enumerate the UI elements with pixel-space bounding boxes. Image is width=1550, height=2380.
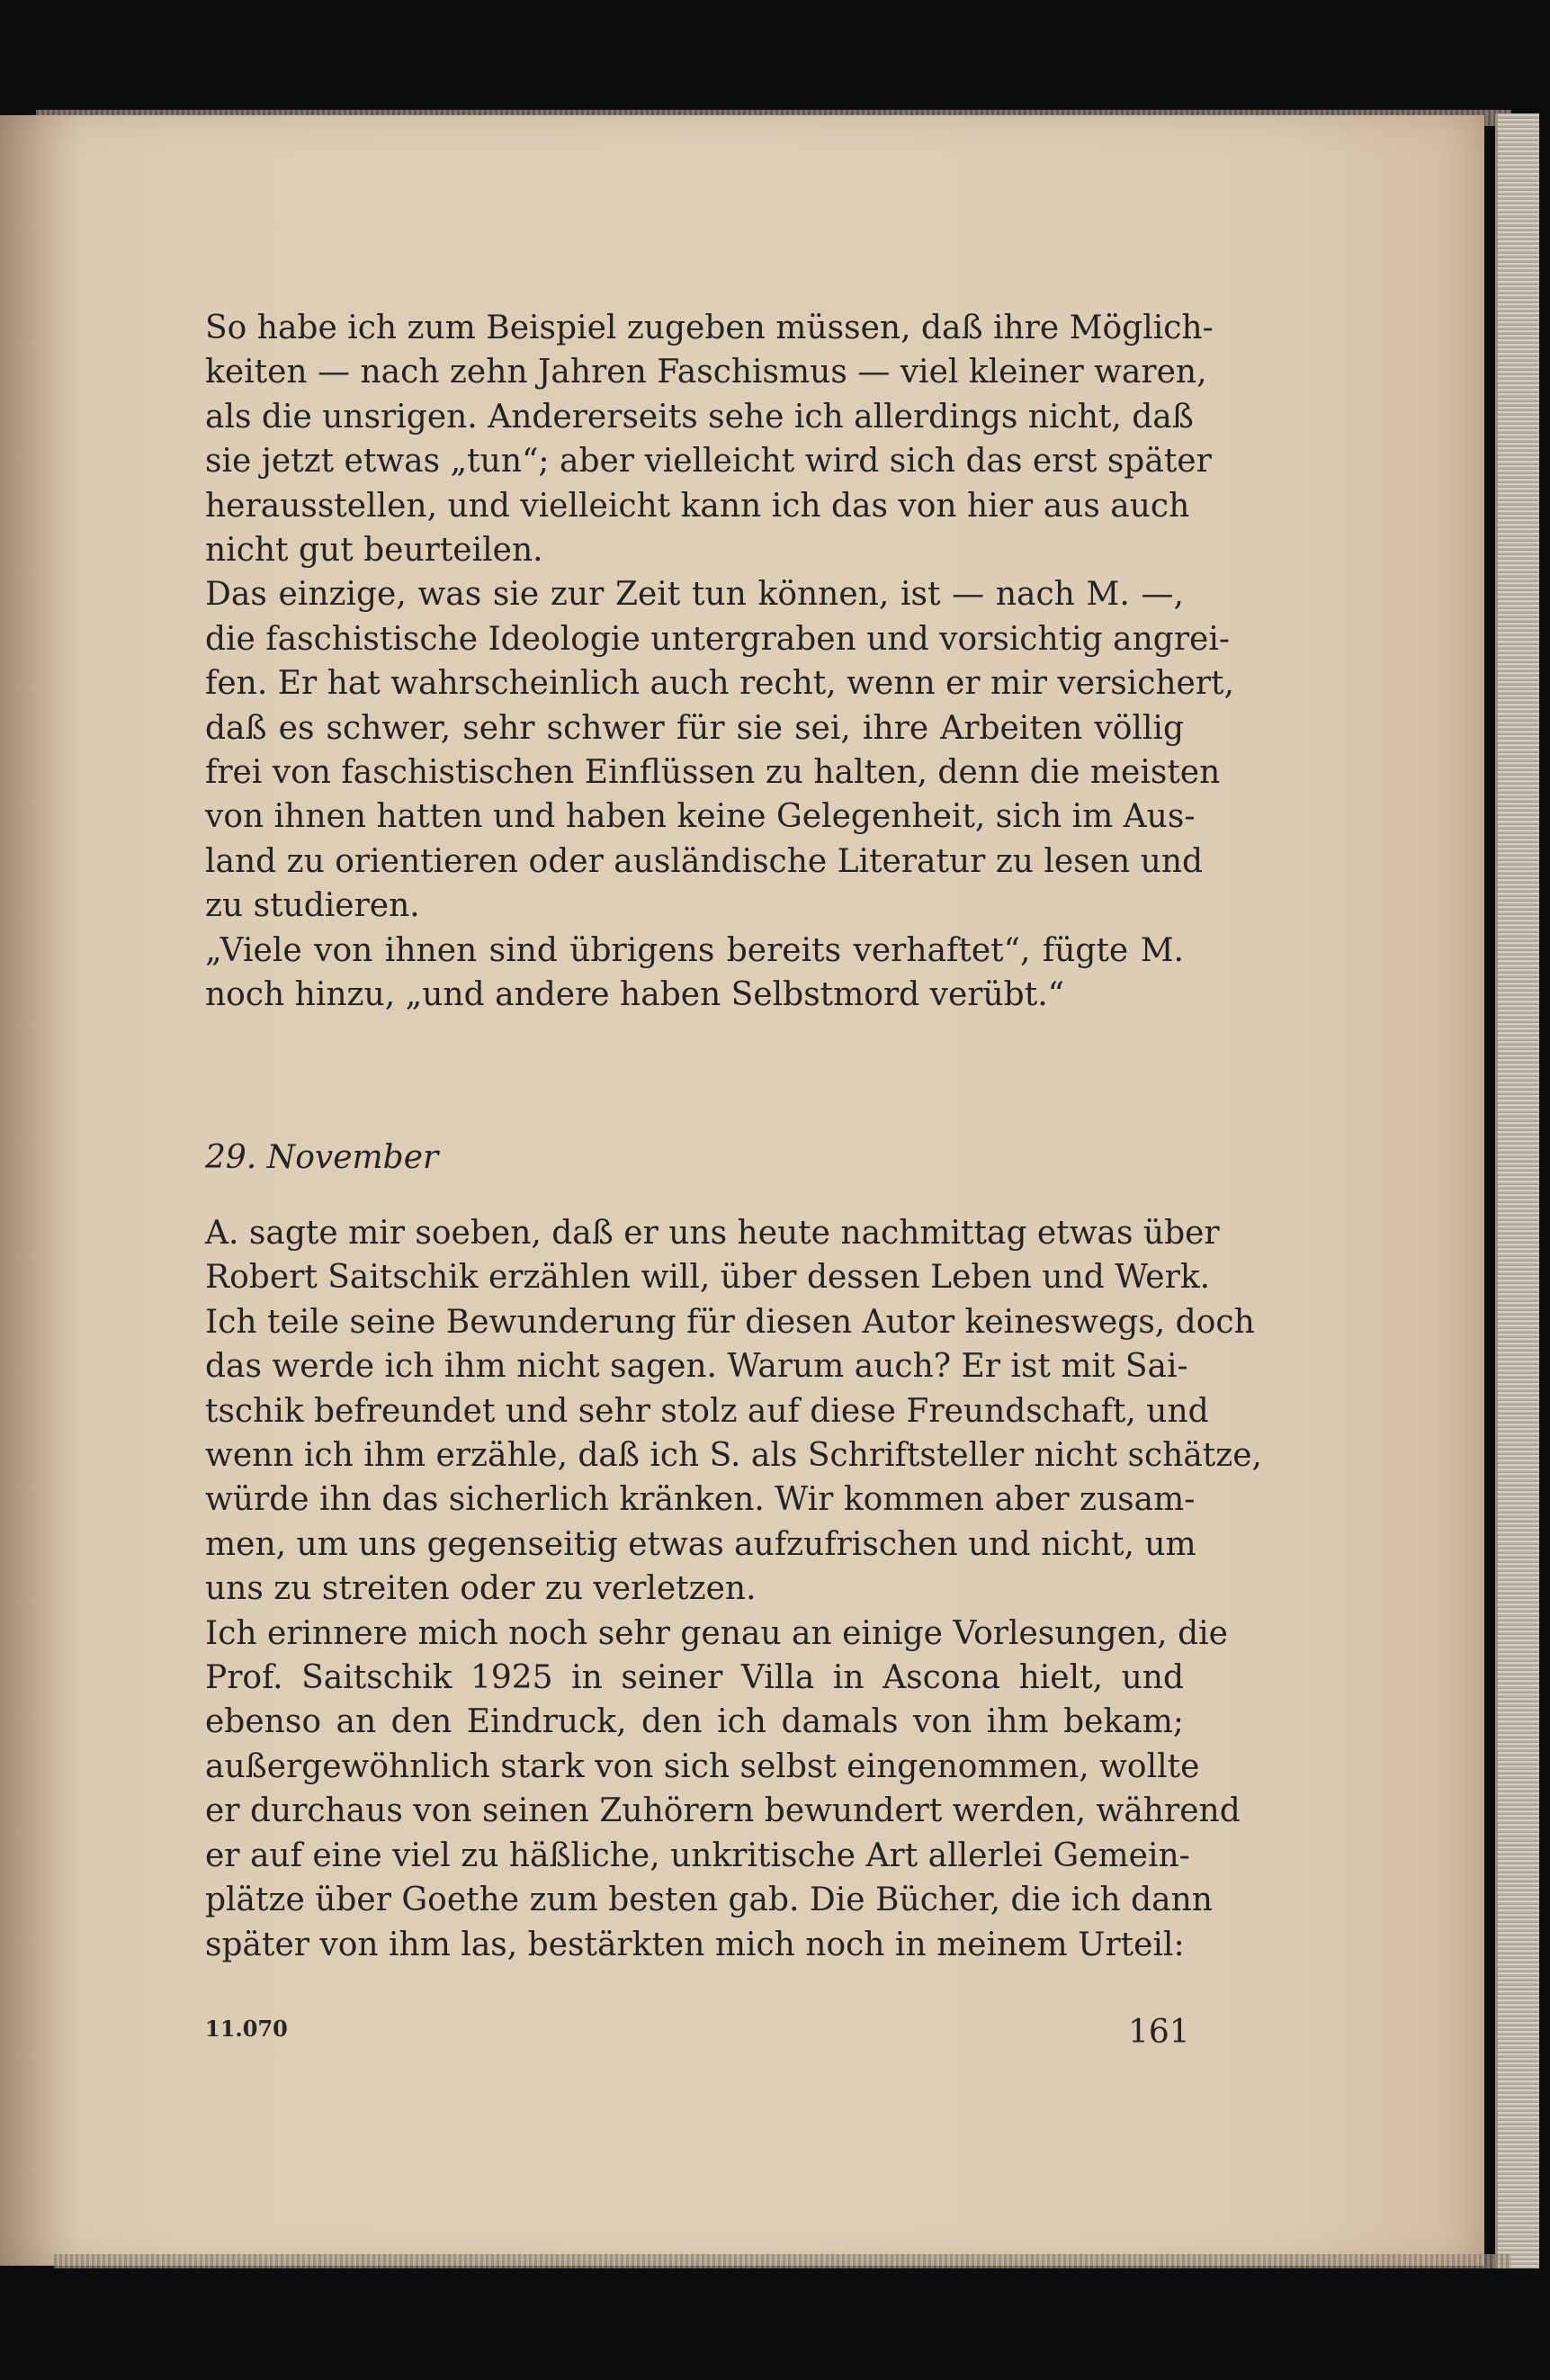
- text-line: So habe ich zum Beispiel zugeben müssen, daß ihre Möglich-: [205, 310, 1214, 346]
- bottom-page-edge: [54, 2254, 1511, 2268]
- text-line: plätze über Goethe zum besten gab. Die Bücher, die ich dann: [205, 1882, 1213, 1919]
- text-line: von ihnen hatten und haben keine Gelegenheit, sich im Aus-: [205, 798, 1196, 836]
- text-line: er auf eine viel zu häßliche, unkritische Art allerlei Gemein-: [205, 1837, 1190, 1874]
- paragraph: [205, 929, 1184, 1018]
- body-text-bottom: [205, 1211, 1262, 1967]
- text-line: er durchaus von seinen Zuhörern bewundert werden, während: [205, 1792, 1241, 1830]
- text-line: uns zu streiten oder zu verletzen.: [205, 1570, 757, 1608]
- paragraph: [205, 1612, 1241, 1967]
- paragraph: [205, 572, 1234, 928]
- book-binding-edge: [1495, 113, 1539, 2268]
- text-line: zu studieren.: [205, 887, 420, 925]
- text-line: Robert Saitschik erzählen will, über dessen Leben und Werk.: [205, 1259, 1211, 1297]
- text-line: als die unsrigen. Andererseits sehe ich allerdings nicht, daß: [205, 398, 1194, 436]
- text-line: würde ihn das sicherlich kränken. Wir kommen aber zusam-: [205, 1481, 1196, 1519]
- text-line: herausstellen, und vielleicht kann ich das von hier aus auch: [205, 487, 1190, 525]
- date-heading: 29. November: [205, 1139, 439, 1176]
- text-line: Ich erinnere mich noch sehr genau an einige Vorlesungen, die: [205, 1614, 1228, 1652]
- text-line: men, um uns gegenseitig etwas aufzufrischen und nicht, um: [205, 1525, 1196, 1563]
- paragraph: [205, 1211, 1262, 1612]
- text-line: später von ihm las, bestärkten mich noch in meinem Urteil:: [205, 1926, 1185, 1963]
- text-line: keiten — nach zehn Jahren Faschismus — viel kleiner waren,: [205, 354, 1207, 391]
- page-number: 161: [1128, 2014, 1190, 2051]
- text-line: tschik befreundet und sehr stolz auf diese Freundschaft, und: [205, 1392, 1209, 1430]
- text-line: daß es schwer, sehr schwer für sie sei, ihre Arbeiten völlig: [205, 709, 1184, 747]
- text-line: „Viele von ihnen sind übrigens bereits verhaftet“, fügte M.: [205, 931, 1184, 969]
- text-line: das werde ich ihm nicht sagen. Warum auch? Er ist mit Sai-: [205, 1348, 1188, 1386]
- text-line: Prof. Saitschik 1925 in seiner Villa in Ascona hielt, und: [205, 1659, 1184, 1697]
- text-line: außergewöhnlich stark von sich selbst eingenommen, wollte: [205, 1747, 1200, 1785]
- text-line: fen. Er hat wahrscheinlich auch recht, wenn er mir versichert,: [205, 665, 1234, 703]
- text-line: die faschistische Ideologie untergraben und vorsichtig angrei-: [205, 620, 1231, 658]
- text-line: land zu orientieren oder ausländische Literatur zu lesen und: [205, 842, 1204, 880]
- text-line: frei von faschistischen Einflüssen zu halten, denn die meisten: [205, 754, 1221, 792]
- printer-signature-mark: 11.070: [205, 2016, 288, 2042]
- text-line: nicht gut beurteilen.: [205, 532, 543, 570]
- text-line: A. sagte mir soeben, daß er uns heute nachmittag etwas über: [205, 1215, 1220, 1252]
- text-line: noch hinzu, „und andere haben Selbstmord verübt.“: [205, 976, 1065, 1014]
- text-line: Ich teile seine Bewunderung für diesen Autor keineswegs, doch: [205, 1303, 1255, 1341]
- text-line: sie jetzt etwas „tun“; aber vielleicht wird sich das erst später: [205, 443, 1212, 480]
- text-line: wenn ich ihm erzähle, daß ich S. als Schriftsteller nicht schätze,: [205, 1437, 1262, 1475]
- text-line: ebenso an den Eindruck, den ich damals von ihm bekam;: [205, 1703, 1184, 1741]
- body-text-top: [205, 306, 1234, 1018]
- paragraph: [205, 306, 1214, 572]
- text-line: Das einzige, was sie zur Zeit tun können, ist — nach M. —,: [205, 576, 1184, 614]
